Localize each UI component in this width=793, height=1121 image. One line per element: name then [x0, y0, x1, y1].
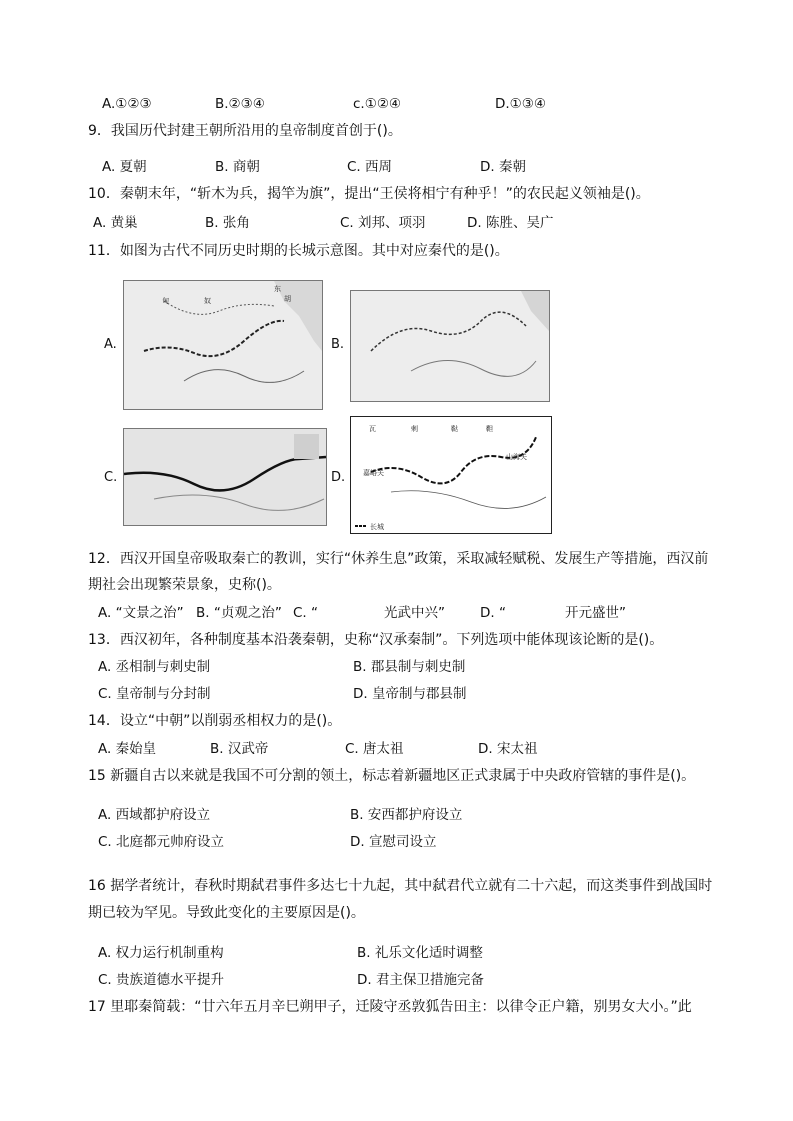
- q11-label-b: B.: [331, 337, 345, 352]
- q10-option-c: C. 刘邦、项羽: [340, 215, 426, 231]
- q9-stem: 9．我国历代封建王朝所沿用的皇帝制度首创于()。: [88, 123, 402, 139]
- q14-option-a: A. 秦始皇: [98, 741, 157, 757]
- q10-option-b: B. 张角: [205, 215, 250, 231]
- q11-map-b: [350, 290, 550, 402]
- q10-stem: 10．秦朝末年，“斩木为兵，揭竿为旗”，提出“王侯将相宁有种乎！”的农民起义领袖是()。: [88, 186, 650, 202]
- q15-option-d: D. 宣慰司设立: [350, 834, 437, 850]
- q16-option-a: A. 权力运行机制重构: [98, 945, 224, 961]
- q8-option-b: B.②③④: [215, 96, 265, 112]
- q13-option-b: B. 郡县制与刺史制: [353, 659, 466, 675]
- map-a-label-1: 匈: [162, 297, 169, 305]
- q13-option-c: C. 皇帝制与分封制: [98, 686, 211, 702]
- q16-option-d: D. 君主保卫措施完备: [357, 972, 484, 988]
- q9-option-a: A. 夏朝: [102, 159, 147, 175]
- q15-option-c: C. 北庭都元帅府设立: [98, 834, 225, 850]
- q11-map-a: [123, 280, 323, 410]
- q11-map-c: [123, 428, 327, 526]
- q11-map-d: [350, 416, 552, 534]
- map-d-legend: 长城: [370, 523, 384, 531]
- q14-option-d: D. 宋太祖: [478, 741, 538, 757]
- q13-option-d: D. 皇帝制与郡县制: [353, 686, 467, 702]
- q9-option-c: C. 西周: [347, 159, 393, 175]
- q13-option-a: A. 丞相制与刺史制: [98, 659, 211, 675]
- q17-stem: 17 里耶秦简载：“廿六年五月辛巳朔甲子，迁陵守丞敦狐告田主：以律令正户籍，别男女大小。”此: [88, 999, 692, 1015]
- q12-option-c-text: 光武中兴”: [384, 605, 445, 621]
- q12-option-d: D. “: [480, 605, 506, 621]
- q9-option-d: D. 秦朝: [480, 159, 526, 175]
- q8-option-a: A.①②③: [102, 96, 152, 112]
- q15-stem: 15 新疆自古以来就是我国不可分割的领土，标志着新疆地区正式隶属于中央政府管辖的事件是()。: [88, 768, 696, 784]
- q11-stem: 11．如图为古代不同历史时期的长城示意图。其中对应秦代的是()。: [88, 243, 509, 259]
- map-a-label-4: 胡: [284, 295, 291, 303]
- q8-option-d: D.①③④: [495, 96, 546, 112]
- map-d-label-6: 嘉峪关: [363, 469, 384, 477]
- map-a-label-2: 奴: [204, 297, 211, 305]
- map-d-label-3: 鞑: [451, 425, 458, 433]
- map-a-label-3: 东: [274, 285, 281, 293]
- q11-label-c: C.: [104, 470, 118, 485]
- q16-option-b: B. 礼乐文化适时调整: [357, 945, 483, 961]
- q12-option-a: A. “文景之治”: [98, 605, 184, 621]
- q15-option-b: B. 安西都护府设立: [350, 807, 463, 823]
- map-d-label-4: 靼: [486, 425, 493, 433]
- q12-stem-line2: 期社会出现繁荣景象，史称()。: [88, 577, 281, 593]
- q10-option-d: D. 陈胜、吴广: [467, 215, 554, 231]
- q14-stem: 14．设立“中朝”以削弱丞相权力的是()。: [88, 713, 342, 729]
- q14-option-b: B. 汉武帝: [210, 741, 269, 757]
- q12-option-b: B. “贞观之治”: [196, 605, 282, 621]
- q11-label-a: A.: [104, 337, 117, 352]
- q16-stem-line2: 期已较为罕见。导致此变化的主要原因是()。: [88, 905, 365, 921]
- q10-option-a: A. 黄巢: [93, 215, 138, 231]
- q8-option-c: c.①②④: [353, 96, 402, 112]
- q13-stem: 13．西汉初年，各种制度基本沿袭秦朝，史称“汉承秦制”。下列选项中能体现该论断的是()。: [88, 632, 664, 648]
- q9-option-b: B. 商朝: [215, 159, 260, 175]
- map-d-label-5: 山海关: [506, 453, 527, 461]
- q12-stem-line1: 12．西汉开国皇帝吸取秦亡的教训，实行“休养生息”政策，采取减轻赋税、发展生产等措施，西汉前: [88, 551, 709, 567]
- map-d-label-2: 剌: [411, 425, 418, 433]
- map-d-label-1: 瓦: [369, 425, 376, 433]
- q16-stem-line1: 16 据学者统计，春秋时期弑君事件多达七十九起，其中弑君代立就有二十六起，而这类事件到战国时: [88, 878, 713, 894]
- q11-label-d: D.: [331, 470, 346, 485]
- q16-option-c: C. 贵族道德水平提升: [98, 972, 225, 988]
- q15-option-a: A. 西域都护府设立: [98, 807, 211, 823]
- q14-option-c: C. 唐太祖: [345, 741, 404, 757]
- q12-option-d-text: 开元盛世”: [565, 605, 626, 621]
- q12-option-c: C. “: [293, 605, 319, 621]
